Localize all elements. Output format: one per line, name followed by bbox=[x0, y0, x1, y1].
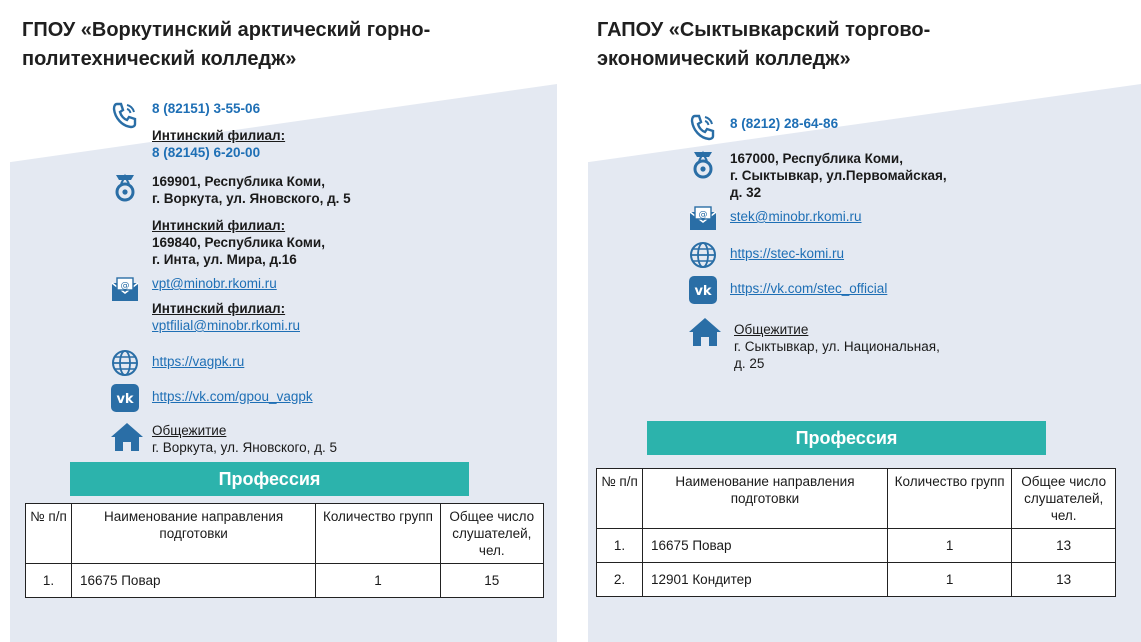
cell-number: 1. bbox=[26, 564, 72, 598]
left-website-block bbox=[110, 348, 244, 378]
col-name-header: Наименование направления подготовки bbox=[71, 504, 315, 564]
right-vk-link[interactable]: https://vk.com/stec_official bbox=[730, 281, 888, 296]
left-branch-label-2: Интинский филиал: bbox=[152, 218, 286, 233]
left-address-line-2: г. Воркута, ул. Яновского, д. 5 bbox=[152, 191, 351, 206]
right-address-line-1: 167000, Республика Коми, bbox=[730, 151, 903, 166]
left-dorm-block bbox=[110, 422, 337, 456]
right-phone-block bbox=[688, 112, 838, 142]
vk-icon bbox=[110, 383, 140, 413]
right-address-block bbox=[688, 150, 947, 201]
left-branch-email-link[interactable]: vptfilial@minobr.rkomi.ru bbox=[152, 318, 300, 333]
cell-groups: 1 bbox=[316, 564, 440, 598]
left-email-link[interactable]: vpt@minobr.rkomi.ru bbox=[152, 276, 277, 291]
svg-text:@: @ bbox=[698, 210, 708, 220]
left-phone-block bbox=[110, 100, 285, 161]
cell-people: 15 bbox=[440, 564, 543, 598]
cell-groups: 1 bbox=[887, 563, 1012, 597]
globe-icon bbox=[688, 240, 718, 270]
cell-number: 1. bbox=[597, 529, 643, 563]
right-address-line-2: г. Сыктывкар, ул.Первомайская, bbox=[730, 168, 947, 183]
right-college-title bbox=[597, 16, 930, 74]
table-row bbox=[597, 563, 1116, 597]
right-dorm-address-1: г. Сыктывкар, ул. Национальная, bbox=[734, 339, 940, 354]
cell-name: 16675 Повар bbox=[71, 564, 315, 598]
left-branch-label-3: Интинский филиал: bbox=[152, 301, 286, 316]
right-dorm-block bbox=[688, 317, 940, 372]
col-number-header: № п/п bbox=[597, 469, 643, 529]
table-row bbox=[597, 529, 1116, 563]
table-header-row bbox=[26, 504, 544, 564]
col-name-header: Наименование направления подготовки bbox=[643, 469, 888, 529]
left-email-block bbox=[110, 275, 300, 334]
location-pin-icon bbox=[688, 150, 718, 180]
phone-icon bbox=[688, 112, 718, 142]
left-website-link[interactable]: https://vagpk.ru bbox=[152, 354, 245, 369]
right-dorm-address-2: д. 25 bbox=[734, 356, 765, 371]
left-vk-block bbox=[110, 383, 313, 413]
right-phone: 8 (8212) 28-64-86 bbox=[730, 116, 839, 131]
email-icon bbox=[110, 275, 140, 305]
left-profession-table bbox=[25, 503, 544, 598]
cell-people: 13 bbox=[1012, 563, 1116, 597]
right-dorm-label: Общежитие bbox=[734, 322, 809, 337]
col-groups-header: Количество групп bbox=[887, 469, 1012, 529]
left-branch-address-2: г. Инта, ул. Мира, д.16 bbox=[152, 252, 297, 267]
globe-icon bbox=[110, 348, 140, 378]
left-vk-link[interactable]: https://vk.com/gpou_vagpk bbox=[152, 389, 313, 404]
right-address-line-3: д. 32 bbox=[730, 185, 762, 200]
cell-people: 13 bbox=[1012, 529, 1116, 563]
svg-text:@: @ bbox=[120, 281, 130, 291]
right-website-link[interactable]: https://stec-komi.ru bbox=[730, 246, 845, 261]
right-website-block bbox=[688, 240, 844, 270]
phone-icon bbox=[110, 100, 140, 130]
left-branch-address-1: 169840, Республика Коми, bbox=[152, 235, 325, 250]
right-title-line-1: ГАПОУ «Сыктывкарский торгово- bbox=[597, 19, 931, 41]
right-email-block bbox=[688, 204, 862, 234]
left-college-title bbox=[22, 16, 430, 74]
left-profession-band: Профессия bbox=[70, 462, 469, 496]
right-title-line-2: экономический колледж» bbox=[597, 48, 851, 70]
left-title-line-1: ГПОУ «Воркутинский арктический горно- bbox=[22, 19, 431, 41]
table-row bbox=[26, 564, 544, 598]
cell-number: 2. bbox=[597, 563, 643, 597]
email-icon bbox=[688, 204, 718, 234]
left-address-block bbox=[110, 173, 351, 268]
left-dorm-address: г. Воркута, ул. Яновского, д. 5 bbox=[152, 440, 338, 455]
col-groups-header: Количество групп bbox=[316, 504, 440, 564]
cell-groups: 1 bbox=[887, 529, 1012, 563]
table-header-row bbox=[597, 469, 1116, 529]
left-branch-label: Интинский филиал: bbox=[152, 128, 286, 143]
right-vk-block bbox=[688, 275, 887, 305]
cell-name: 12901 Кондитер bbox=[643, 563, 888, 597]
left-phone: 8 (82151) 3-55-06 bbox=[152, 101, 261, 116]
right-profession-table bbox=[596, 468, 1116, 597]
house-icon bbox=[688, 317, 722, 347]
svg-text:vk: vk bbox=[116, 392, 134, 407]
cell-name: 16675 Повар bbox=[643, 529, 888, 563]
col-number-header: № п/п bbox=[26, 504, 72, 564]
col-people-header: Общее число слушателей, чел. bbox=[1012, 469, 1116, 529]
right-email-link[interactable]: stek@minobr.rkomi.ru bbox=[730, 209, 862, 224]
col-people-header: Общее число слушателей, чел. bbox=[440, 504, 543, 564]
vk-icon bbox=[688, 275, 718, 305]
left-dorm-label: Общежитие bbox=[152, 423, 227, 438]
left-address-line-1: 169901, Республика Коми, bbox=[152, 174, 325, 189]
right-profession-band: Профессия bbox=[647, 421, 1046, 455]
left-branch-phone: 8 (82145) 6-20-00 bbox=[152, 145, 261, 160]
svg-text:vk: vk bbox=[694, 284, 712, 299]
location-pin-icon bbox=[110, 173, 140, 203]
left-title-line-2: политехнический колледж» bbox=[22, 48, 297, 70]
house-icon bbox=[110, 422, 144, 452]
